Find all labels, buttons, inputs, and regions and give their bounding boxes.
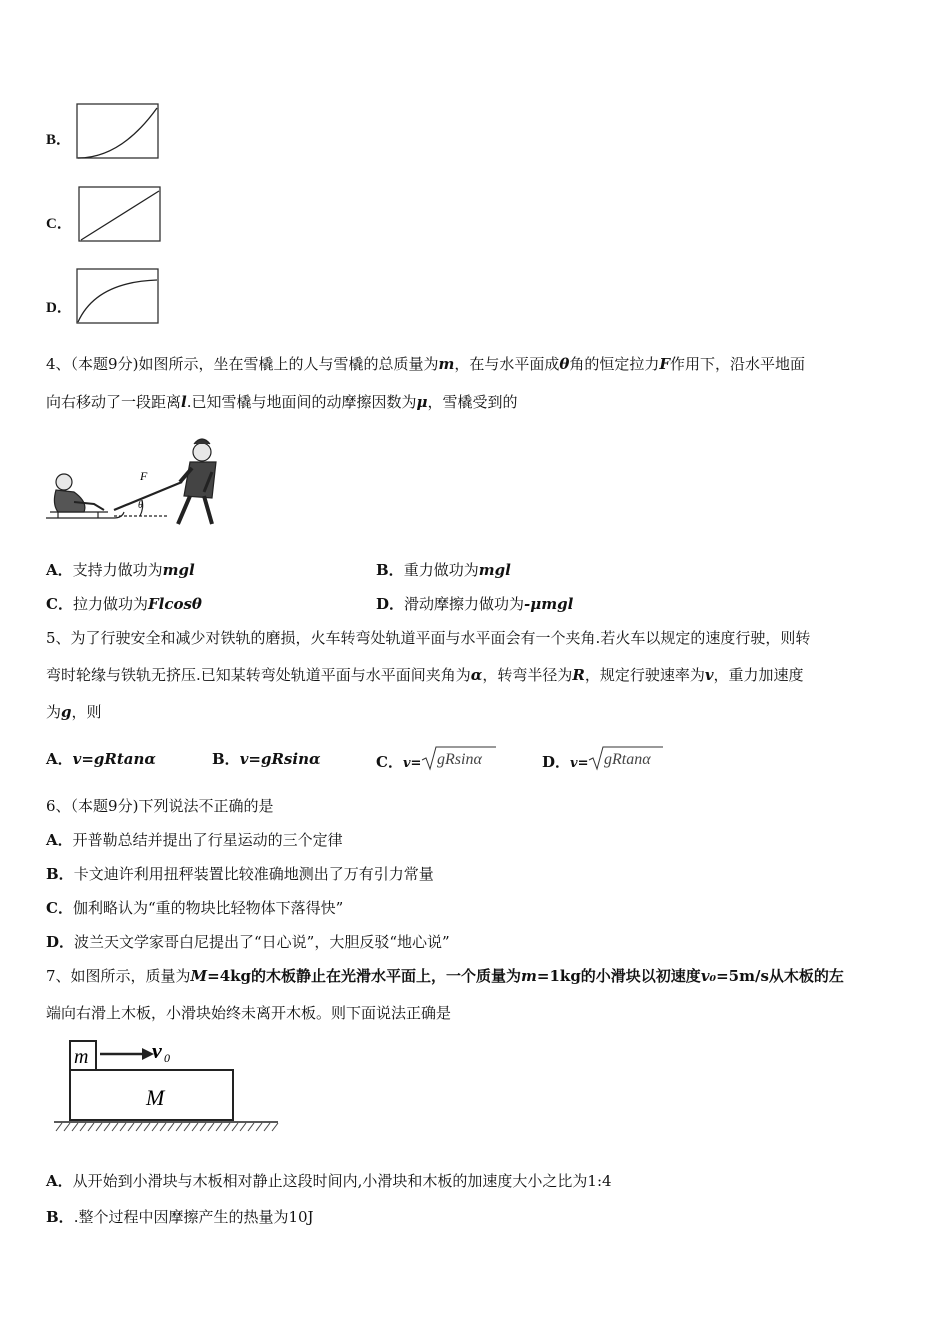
man-legs — [178, 496, 212, 524]
q5-option-d[interactable]: D．v= gRtanα — [542, 745, 664, 774]
fig-angle-label: θ — [138, 500, 143, 511]
q4-option-a[interactable]: A．支持力做功为mgl — [46, 561, 195, 579]
child-body — [54, 490, 84, 512]
q6-option-d[interactable]: D．波兰天文学家哥白尼提出了“日心说”，大胆反驳“地心说” — [46, 933, 450, 951]
option-d-graph — [76, 268, 160, 326]
q7-stem-line1: 7、如图所示，质量为M=4kg的木板静止在光滑水平面上，一个质量为m=1kg的小滑块以初速度v₀=5m/s从木板的左 — [46, 967, 844, 985]
q5-option-a[interactable]: A．v=gRtanα — [46, 750, 156, 768]
option-d-label: D． — [46, 300, 72, 316]
q5-stem-line3: 为g，则 — [46, 703, 102, 721]
option-c-label: C． — [46, 216, 72, 232]
q6-option-a[interactable]: A．开普勒总结并提出了行星运动的三个定律 — [46, 831, 343, 849]
child-head — [56, 474, 72, 490]
fig-small-mass-label: m — [74, 1046, 89, 1068]
sqrt-sign — [421, 745, 497, 771]
rope — [114, 482, 182, 510]
q6-option-b[interactable]: B．卡文迪许利用扭秤装置比较准确地测出了万有引力常量 — [46, 865, 434, 883]
option-b-label: B． — [46, 132, 72, 148]
fig-velocity-subscript: 0 — [164, 1051, 170, 1065]
graph-frame — [77, 104, 158, 158]
q6-option-c[interactable]: C．伽利略认为“重的物块比轻物体下落得快” — [46, 899, 344, 917]
man-body — [184, 462, 216, 498]
q5-stem-line1: 5、为了行驶安全和减少对铁轨的磨损，火车转弯处轨道平面与水平面会有一个夹角.若火车以规定的速度行驶，则转 — [46, 629, 811, 647]
sled-figure — [44, 432, 220, 532]
block-figure — [50, 1036, 282, 1136]
q4-option-d[interactable]: D．滑动摩擦力做功为-μmgl — [376, 595, 574, 613]
q5-option-b[interactable]: B．v=gRsinα — [212, 750, 321, 768]
q5-stem-line2: 弯时轮缘与铁轨无挤压.已知某转弯处轨道平面与水平面间夹角为α，转弯半径为R，规定行驶速率为v，重力加速度 — [46, 666, 804, 684]
q4-stem-line2: 向右移动了一段距离l.已知雪橇与地面间的动摩擦因数为μ，雪橇受到的 — [46, 393, 518, 411]
fig-board-mass-label: M — [146, 1085, 165, 1110]
q7-stem-line2: 端向右滑上木板，小滑块始终未离开木板。则下面说法正确是 — [46, 1004, 452, 1022]
graph-frame — [77, 269, 158, 323]
q4-stem-line1: 4、（本题9分)如图所示，坐在雪橇上的人与雪橇的总质量为m，在与水平面成θ角的恒定拉力F作用下，沿水平地面 — [46, 355, 806, 373]
svg-text:gRsinα: gRsinα — [437, 751, 483, 768]
q4-option-b[interactable]: B．重力做功为mgl — [376, 561, 511, 579]
man-head — [193, 443, 211, 461]
q5-option-c[interactable]: C．v= gRsinα — [376, 745, 497, 774]
svg-text:gRtanα: gRtanα — [604, 751, 652, 768]
q7-option-b[interactable]: B．.整个过程中因摩擦产生的热量为10J — [46, 1208, 314, 1226]
q6-stem: 6、（本题9分)下列说法不正确的是 — [46, 797, 274, 815]
sqrt-sign — [588, 745, 664, 771]
fig-velocity-label: v — [152, 1038, 162, 1063]
option-b-graph — [76, 103, 160, 161]
option-c-graph — [78, 186, 162, 244]
ground-hatching — [56, 1123, 278, 1131]
fig-force-label: F — [140, 469, 148, 483]
q4-option-c[interactable]: C．拉力做功为Flcosθ — [46, 595, 202, 613]
q7-option-a[interactable]: A．从开始到小滑块与木板相对静止这段时间内,小滑块和木板的加速度大小之比为1:4 — [46, 1172, 612, 1190]
